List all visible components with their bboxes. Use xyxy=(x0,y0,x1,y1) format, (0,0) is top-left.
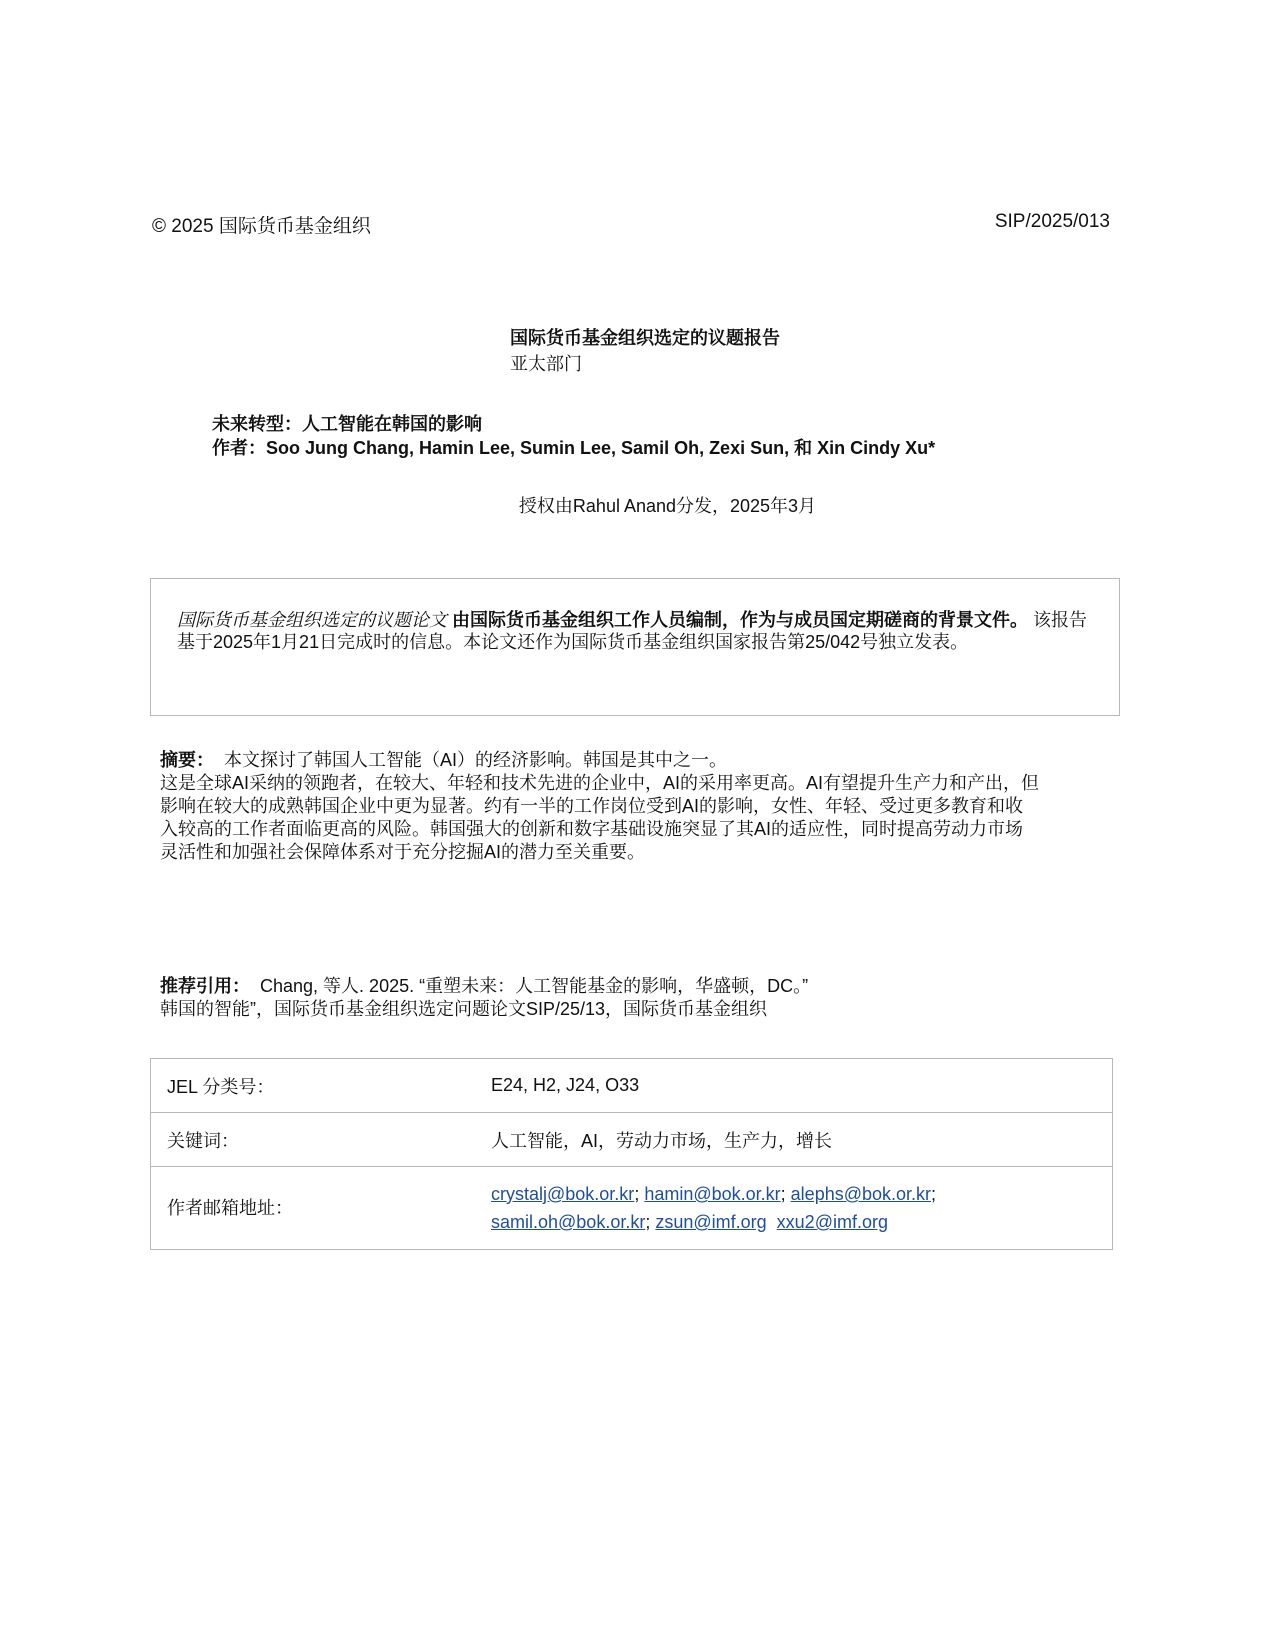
notice-box xyxy=(150,578,1120,716)
jel-label: JEL 分类号： xyxy=(151,1059,476,1113)
citation-line: Chang, 等人. 2025. “重塑未来：人工智能基金的影响，华盛顿，DC。” xyxy=(260,976,809,996)
email-link[interactable]: zsun@imf.org xyxy=(655,1212,767,1232)
authorization-line: 授权由Rahul Anand分发，2025年3月 xyxy=(518,496,817,516)
keywords-value: 人工智能，AI，劳动力市场，生产力，增长 xyxy=(475,1113,1113,1167)
citation-line: 韩国的智能”，国际货币基金组织选定问题论文SIP/25/13，国际货币基金组织 xyxy=(160,999,768,1019)
citation-label: 推荐引用： xyxy=(160,976,250,996)
notice-text: 该报告基于2025年1月21日完成时的信息。本论文还作为国际货币基金组织国家报告第25/042号独立发表。 xyxy=(177,610,1088,652)
paper-title: 未来转型：人工智能在韩国的影响 xyxy=(212,414,482,434)
abstract-line: 这是全球AI采纳的领跑者，在较大、年轻和技术先进的企业中，AI的采用率更高。AI有望提升生产力和产出，但 xyxy=(160,773,1040,793)
email-link[interactable]: samil.oh@bok.or.kr xyxy=(491,1212,646,1232)
abstract-line: 灵活性和加强社会保障体系对于充分挖掘AI的潜力至关重要。 xyxy=(160,842,646,862)
metadata-table xyxy=(150,1058,1113,1250)
notice-bold: 由国际货币基金组织工作人员编制，作为与成员国定期磋商的背景文件。 xyxy=(452,610,1029,630)
recommended-citation xyxy=(160,975,1120,1021)
jel-value: E24, H2, J24, O33 xyxy=(475,1059,1113,1113)
abstract-line: 影响在较大的成熟韩国企业中更为显著。约有一半的工作岗位受到AI的影响，女性、年轻、受过更多教育和收 xyxy=(160,796,1024,816)
abstract xyxy=(160,749,1120,864)
email-link[interactable]: hamin@bok.or.kr xyxy=(644,1184,781,1204)
email-link[interactable]: alephs@bok.or.kr xyxy=(790,1184,932,1204)
copyright-notice: © 2025 国际货币基金组织 xyxy=(152,216,371,237)
abstract-line: 入较高的工作者面临更高的风险。韩国强大的创新和数字基础设施突显了其AI的适应性，同时提高劳动力市场 xyxy=(160,819,1024,839)
email-link[interactable]: xxu2@imf.org xyxy=(776,1212,888,1232)
emails-value: crystalj@bok.or.kr; hamin@bok.or.kr; alephs@bok.or.kr; samil.oh@bok.or.kr; zsun@imf.org xxu2@imf.org xyxy=(475,1167,1113,1250)
paper-id: SIP/2025/013 xyxy=(994,211,1110,232)
emails-row xyxy=(151,1167,1113,1250)
notice-italic: 国际货币基金组织选定的议题论文 xyxy=(177,610,447,630)
department: 亚太部门 xyxy=(510,354,582,374)
emails-label: 作者邮箱地址： xyxy=(151,1167,476,1250)
jel-row xyxy=(151,1059,1113,1113)
paper-authors: 作者：Soo Jung Chang, Hamin Lee, Sumin Lee, Samil Oh, Zexi Sun, 和 Xin Cindy Xu* xyxy=(212,438,936,458)
email-link[interactable]: crystalj@bok.or.kr xyxy=(491,1184,635,1204)
keywords-label: 关键词： xyxy=(151,1113,476,1167)
series-name: 国际货币基金组织选定的议题报告 xyxy=(510,328,780,348)
keywords-row xyxy=(151,1113,1113,1167)
abstract-line: 本文探讨了韩国人工智能（AI）的经济影响。韩国是其中之一。 xyxy=(224,750,728,770)
abstract-label: 摘要： xyxy=(160,750,214,770)
